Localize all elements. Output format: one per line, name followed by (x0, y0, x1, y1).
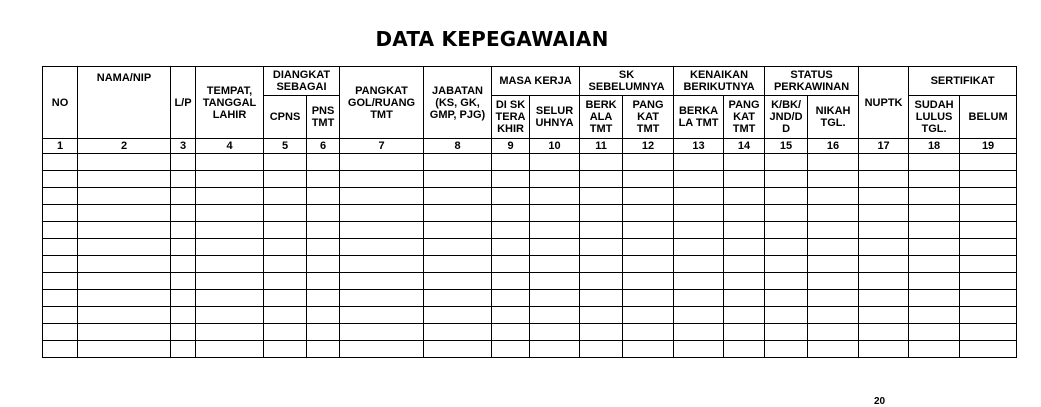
table-cell[interactable] (674, 171, 724, 188)
table-cell[interactable] (765, 205, 808, 222)
table-cell[interactable] (307, 222, 340, 239)
table-cell[interactable] (340, 205, 424, 222)
table-cell[interactable] (196, 273, 264, 290)
table-cell[interactable] (674, 239, 724, 256)
table-cell[interactable] (307, 188, 340, 205)
column-number-cell: 10 (530, 139, 580, 154)
table-cell[interactable] (307, 273, 340, 290)
table-cell[interactable] (264, 205, 307, 222)
table-cell[interactable] (171, 154, 196, 171)
table-cell[interactable] (492, 341, 530, 358)
header-jabatan: JABATAN (KS, GK, GMP, PJG) (424, 67, 492, 139)
table-cell[interactable] (580, 290, 623, 307)
table-cell[interactable] (264, 154, 307, 171)
table-cell[interactable] (171, 290, 196, 307)
table-row (43, 239, 1017, 256)
table-cell[interactable] (765, 256, 808, 273)
table-cell[interactable] (909, 290, 960, 307)
table-cell[interactable] (530, 205, 580, 222)
table-cell[interactable] (765, 171, 808, 188)
table-cell[interactable] (307, 205, 340, 222)
table-cell[interactable] (960, 222, 1017, 239)
table-cell[interactable] (43, 222, 78, 239)
table-cell[interactable] (78, 239, 171, 256)
table-cell[interactable] (724, 205, 765, 222)
table-cell[interactable] (909, 188, 960, 205)
table-cell[interactable] (171, 171, 196, 188)
table-cell[interactable] (674, 290, 724, 307)
table-cell[interactable] (307, 341, 340, 358)
table-cell[interactable] (424, 188, 492, 205)
table-cell[interactable] (960, 324, 1017, 341)
table-cell[interactable] (530, 188, 580, 205)
table-cell[interactable] (307, 239, 340, 256)
table-cell[interactable] (492, 290, 530, 307)
table-cell[interactable] (340, 188, 424, 205)
table-cell[interactable] (808, 154, 859, 171)
column-number-cell: 7 (340, 139, 424, 154)
table-cell[interactable] (43, 273, 78, 290)
table-cell[interactable] (674, 188, 724, 205)
table-cell[interactable] (196, 239, 264, 256)
table-cell[interactable] (43, 256, 78, 273)
table-cell[interactable] (960, 239, 1017, 256)
table-cell[interactable] (724, 188, 765, 205)
column-number-cell: 3 (171, 139, 196, 154)
table-cell[interactable] (196, 290, 264, 307)
table-cell[interactable] (492, 324, 530, 341)
column-number-cell: 6 (307, 139, 340, 154)
table-cell[interactable] (43, 171, 78, 188)
table-cell[interactable] (580, 205, 623, 222)
table-cell[interactable] (424, 256, 492, 273)
table-cell[interactable] (78, 256, 171, 273)
table-cell[interactable] (623, 188, 674, 205)
table-cell[interactable] (808, 188, 859, 205)
header-kenaikan-berikutnya: KENAIKAN BERIKUTNYA (674, 67, 765, 96)
table-cell[interactable] (808, 239, 859, 256)
table-cell[interactable] (171, 256, 196, 273)
table-cell[interactable] (724, 290, 765, 307)
table-cell[interactable] (78, 273, 171, 290)
header-kenaikan-berkala-tmt: BERKA LA TMT (674, 96, 724, 139)
table-cell[interactable] (808, 171, 859, 188)
table-cell[interactable] (424, 222, 492, 239)
table-cell[interactable] (580, 222, 623, 239)
table-cell[interactable] (264, 188, 307, 205)
table-cell[interactable] (674, 154, 724, 171)
page-number: 20 (874, 396, 886, 407)
table-cell[interactable] (196, 324, 264, 341)
column-number-row (43, 139, 1017, 154)
header-cpns: CPNS (264, 96, 307, 139)
table-cell[interactable] (340, 324, 424, 341)
table-cell[interactable] (196, 171, 264, 188)
table-cell[interactable] (492, 273, 530, 290)
table-cell[interactable] (808, 222, 859, 239)
table-cell[interactable] (340, 307, 424, 324)
header-sk-sebelumnya: SK SEBELUMNYA (580, 67, 674, 96)
header-pangkat: PANGKAT GOL/RUANG TMT (340, 67, 424, 139)
table-cell[interactable] (196, 222, 264, 239)
table-cell[interactable] (264, 256, 307, 273)
table-cell[interactable] (808, 290, 859, 307)
table-cell[interactable] (909, 222, 960, 239)
table-cell[interactable] (623, 222, 674, 239)
table-cell[interactable] (859, 239, 909, 256)
table-cell[interactable] (307, 307, 340, 324)
table-cell[interactable] (623, 324, 674, 341)
table-cell[interactable] (765, 273, 808, 290)
table-cell[interactable] (43, 341, 78, 358)
table-cell[interactable] (960, 205, 1017, 222)
table-cell[interactable] (960, 290, 1017, 307)
table-cell[interactable] (340, 239, 424, 256)
table-cell[interactable] (78, 171, 171, 188)
table-cell[interactable] (724, 154, 765, 171)
table-cell[interactable] (424, 205, 492, 222)
table-cell[interactable] (960, 188, 1017, 205)
table-cell[interactable] (859, 154, 909, 171)
table-cell[interactable] (580, 307, 623, 324)
table-cell[interactable] (623, 171, 674, 188)
table-cell[interactable] (530, 222, 580, 239)
table-cell[interactable] (43, 239, 78, 256)
table-cell[interactable] (196, 205, 264, 222)
table-cell[interactable] (580, 188, 623, 205)
table-cell[interactable] (340, 273, 424, 290)
table-cell[interactable] (492, 205, 530, 222)
table-cell[interactable] (43, 154, 78, 171)
table-cell[interactable] (43, 188, 78, 205)
table-cell[interactable] (808, 273, 859, 290)
table-cell[interactable] (765, 307, 808, 324)
table-cell[interactable] (960, 341, 1017, 358)
table-cell[interactable] (530, 256, 580, 273)
table-cell[interactable] (724, 273, 765, 290)
table-cell[interactable] (909, 341, 960, 358)
column-number-cell: 16 (808, 139, 859, 154)
table-cell[interactable] (492, 256, 530, 273)
table-cell[interactable] (765, 290, 808, 307)
table-cell[interactable] (340, 256, 424, 273)
table-cell[interactable] (424, 239, 492, 256)
column-number-cell: 11 (580, 139, 623, 154)
table-cell[interactable] (808, 205, 859, 222)
table-cell[interactable] (674, 341, 724, 358)
table-cell[interactable] (623, 307, 674, 324)
table-cell[interactable] (424, 324, 492, 341)
table-cell[interactable] (196, 307, 264, 324)
table-cell[interactable] (859, 273, 909, 290)
table-cell[interactable] (909, 324, 960, 341)
table-cell[interactable] (196, 256, 264, 273)
header-status-perkawinan: STATUS PERKAWINAN (765, 67, 859, 96)
table-cell[interactable] (674, 222, 724, 239)
header-seluruhnya: SELUR UHNYA (530, 96, 580, 139)
table-cell[interactable] (530, 307, 580, 324)
table-cell[interactable] (340, 171, 424, 188)
table-cell[interactable] (171, 222, 196, 239)
table-cell[interactable] (623, 205, 674, 222)
table-cell[interactable] (859, 307, 909, 324)
table-cell[interactable] (623, 256, 674, 273)
table-cell[interactable] (580, 324, 623, 341)
table-cell[interactable] (909, 205, 960, 222)
table-cell[interactable] (859, 222, 909, 239)
table-cell[interactable] (859, 188, 909, 205)
table-cell[interactable] (171, 341, 196, 358)
table-cell[interactable] (424, 290, 492, 307)
table-cell[interactable] (340, 290, 424, 307)
table-cell[interactable] (307, 171, 340, 188)
table-cell[interactable] (424, 171, 492, 188)
table-cell[interactable] (580, 171, 623, 188)
table-cell[interactable] (78, 290, 171, 307)
column-number-cell: 14 (724, 139, 765, 154)
table-cell[interactable] (909, 273, 960, 290)
table-row (43, 222, 1017, 239)
table-cell[interactable] (859, 324, 909, 341)
table-cell[interactable] (580, 256, 623, 273)
table-cell[interactable] (530, 273, 580, 290)
table-cell[interactable] (530, 171, 580, 188)
table-cell[interactable] (78, 341, 171, 358)
table-cell[interactable] (530, 341, 580, 358)
table-row (43, 188, 1017, 205)
table-cell[interactable] (580, 273, 623, 290)
page-title: DATA KEPEGAWAIAN (375, 27, 609, 51)
table-cell[interactable] (580, 154, 623, 171)
table-cell[interactable] (307, 154, 340, 171)
table-cell[interactable] (530, 239, 580, 256)
table-cell[interactable] (724, 341, 765, 358)
header-sk-pangkat-tmt: PANG KAT TMT (623, 96, 674, 139)
header-kenaikan-pangkat-tmt: PANG KAT TMT (724, 96, 765, 139)
table-row (43, 341, 1017, 358)
table-row (43, 256, 1017, 273)
table-cell[interactable] (909, 239, 960, 256)
table-cell[interactable] (78, 222, 171, 239)
table-cell[interactable] (674, 205, 724, 222)
table-cell[interactable] (171, 307, 196, 324)
table-cell[interactable] (78, 324, 171, 341)
table-cell[interactable] (909, 256, 960, 273)
table-cell[interactable] (859, 290, 909, 307)
column-number-cell: 17 (859, 139, 909, 154)
table-cell[interactable] (196, 188, 264, 205)
table-cell[interactable] (724, 256, 765, 273)
table-cell[interactable] (196, 154, 264, 171)
table-cell[interactable] (424, 341, 492, 358)
table-cell[interactable] (960, 273, 1017, 290)
table-cell[interactable] (859, 341, 909, 358)
table-cell[interactable] (171, 239, 196, 256)
table-row (43, 171, 1017, 188)
table-cell[interactable] (196, 341, 264, 358)
table-cell[interactable] (340, 222, 424, 239)
table-cell[interactable] (264, 222, 307, 239)
table-cell[interactable] (909, 171, 960, 188)
table-cell[interactable] (264, 239, 307, 256)
table-cell[interactable] (808, 324, 859, 341)
header-kbk-jnd: K/BK/ JND/D D (765, 96, 808, 139)
column-number-cell: 13 (674, 139, 724, 154)
table-cell[interactable] (43, 307, 78, 324)
column-number-cell: 19 (960, 139, 1017, 154)
table-cell[interactable] (724, 171, 765, 188)
table-cell[interactable] (307, 256, 340, 273)
column-number-cell: 8 (424, 139, 492, 154)
table-cell[interactable] (580, 239, 623, 256)
table-cell[interactable] (623, 341, 674, 358)
table-cell[interactable] (960, 154, 1017, 171)
header-pns-tmt: PNS TMT (307, 96, 340, 139)
table-cell[interactable] (492, 188, 530, 205)
column-number-cell: 12 (623, 139, 674, 154)
table-cell[interactable] (492, 307, 530, 324)
table-cell[interactable] (859, 205, 909, 222)
table-cell[interactable] (492, 171, 530, 188)
table-cell[interactable] (78, 188, 171, 205)
table-cell[interactable] (264, 324, 307, 341)
column-number-cell: 4 (196, 139, 264, 154)
table-row (43, 324, 1017, 341)
table-cell[interactable] (623, 154, 674, 171)
table-cell[interactable] (765, 341, 808, 358)
table-cell[interactable] (171, 205, 196, 222)
table-cell[interactable] (765, 324, 808, 341)
table-cell[interactable] (171, 324, 196, 341)
table-cell[interactable] (859, 171, 909, 188)
table-cell[interactable] (623, 239, 674, 256)
table-cell[interactable] (78, 307, 171, 324)
header-nikah-tgl: NIKAH TGL. (808, 96, 859, 139)
table-cell[interactable] (674, 307, 724, 324)
header-sudah-lulus: SUDAH LULUS TGL. (909, 96, 960, 139)
table-cell[interactable] (78, 154, 171, 171)
column-number-cell: 1 (43, 139, 78, 154)
column-number-cell: 18 (909, 139, 960, 154)
table-cell[interactable] (623, 290, 674, 307)
header-masa-kerja: MASA KERJA (492, 67, 580, 96)
table-cell[interactable] (580, 341, 623, 358)
employee-data-table (42, 66, 1017, 358)
table-row (43, 290, 1017, 307)
header-di-sk-terakhir: DI SK TERA KHIR (492, 96, 530, 139)
table-row (43, 273, 1017, 290)
column-number-cell: 5 (264, 139, 307, 154)
table-cell[interactable] (171, 273, 196, 290)
table-cell[interactable] (264, 307, 307, 324)
table-cell[interactable] (909, 154, 960, 171)
table-cell[interactable] (171, 188, 196, 205)
table-cell[interactable] (78, 205, 171, 222)
table-row (43, 307, 1017, 324)
table-cell[interactable] (765, 188, 808, 205)
header-belum: BELUM (960, 96, 1017, 139)
table-cell[interactable] (264, 171, 307, 188)
table-cell[interactable] (492, 154, 530, 171)
column-number-cell: 2 (78, 139, 171, 154)
table-cell[interactable] (724, 239, 765, 256)
header-nuptk: NUPTK (859, 67, 909, 139)
table-cell[interactable] (424, 273, 492, 290)
table-cell[interactable] (765, 154, 808, 171)
header-lp: L/P (171, 67, 196, 139)
table-cell[interactable] (492, 239, 530, 256)
table-cell[interactable] (859, 256, 909, 273)
table-cell[interactable] (674, 273, 724, 290)
table-cell[interactable] (724, 324, 765, 341)
table-cell[interactable] (264, 273, 307, 290)
header-diangkat-sebagai: DIANGKAT SEBAGAI (264, 67, 340, 96)
table-cell[interactable] (307, 324, 340, 341)
table-cell[interactable] (674, 324, 724, 341)
header-nama-nip: NAMA/NIP (78, 67, 171, 139)
table-row (43, 205, 1017, 222)
table-cell[interactable] (808, 256, 859, 273)
table-cell[interactable] (424, 307, 492, 324)
header-no: NO (43, 67, 78, 139)
table-cell[interactable] (909, 307, 960, 324)
table-cell[interactable] (43, 290, 78, 307)
table-cell[interactable] (340, 154, 424, 171)
table-cell[interactable] (960, 307, 1017, 324)
table-cell[interactable] (264, 341, 307, 358)
table-row (43, 154, 1017, 171)
header-sertifikat: SERTIFIKAT (909, 67, 1017, 96)
table-cell[interactable] (724, 307, 765, 324)
table-cell[interactable] (307, 290, 340, 307)
column-number-cell: 9 (492, 139, 530, 154)
table-cell[interactable] (530, 290, 580, 307)
table-cell[interactable] (530, 154, 580, 171)
table-cell[interactable] (960, 256, 1017, 273)
table-cell[interactable] (724, 222, 765, 239)
table-cell[interactable] (808, 341, 859, 358)
table-cell[interactable] (492, 222, 530, 239)
header-tempat-tanggal-lahir: TEMPAT, TANGGAL LAHIR (196, 67, 264, 139)
column-number-cell: 15 (765, 139, 808, 154)
table-cell[interactable] (340, 341, 424, 358)
table-cell[interactable] (808, 307, 859, 324)
table-cell[interactable] (765, 239, 808, 256)
table-cell[interactable] (623, 273, 674, 290)
table-cell[interactable] (43, 324, 78, 341)
table-cell[interactable] (424, 154, 492, 171)
table-cell[interactable] (530, 324, 580, 341)
table-cell[interactable] (43, 205, 78, 222)
header-sk-berkala-tmt: BERK ALA TMT (580, 96, 623, 139)
table-cell[interactable] (960, 171, 1017, 188)
table-cell[interactable] (765, 222, 808, 239)
table-cell[interactable] (264, 290, 307, 307)
table-cell[interactable] (674, 256, 724, 273)
